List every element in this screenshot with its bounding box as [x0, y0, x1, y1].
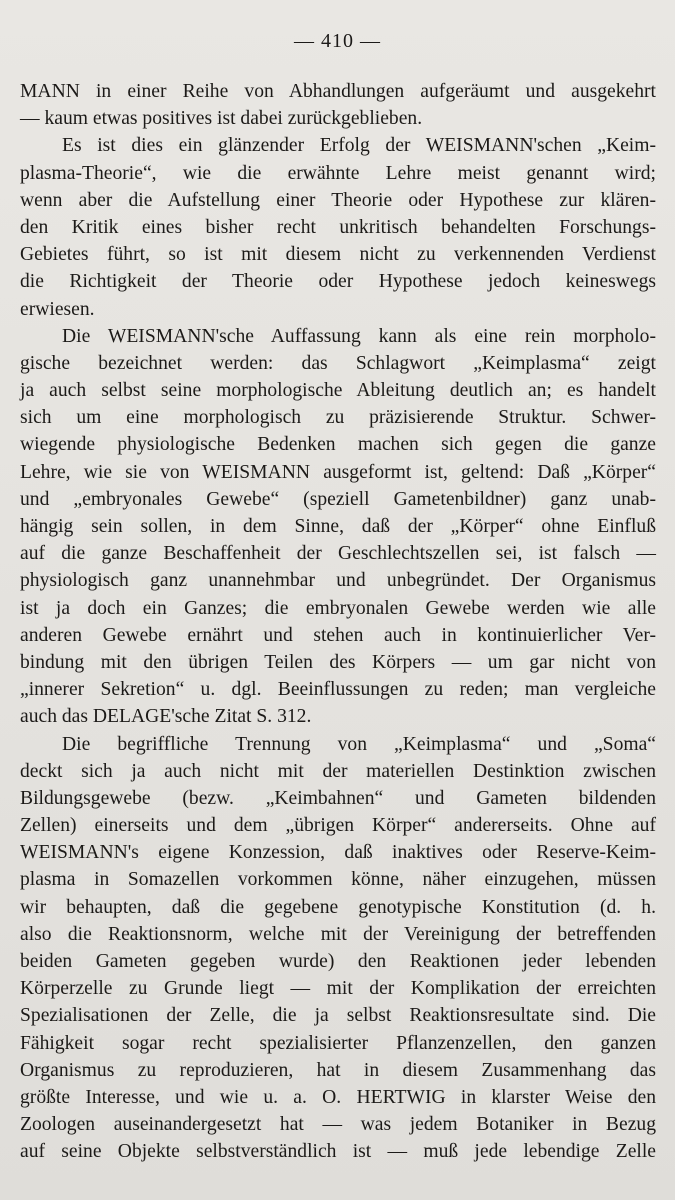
text-line: Fähigkeit sogar recht spezialisierter Pflanzenzellen, den ganzen [20, 1032, 656, 1054]
text-line: auf seine Objekte selbstverständlich ist — muß jede lebendige Zelle [20, 1141, 656, 1163]
text-line: erwiesen. [20, 298, 95, 320]
text-line: physiologisch ganz unannehmbar und unbegründet. Der Organismus [20, 570, 656, 592]
text-line: „innerer Sekretion“ u. dgl. Beeinflussungen zu reden; man vergleiche [20, 679, 656, 701]
text-line: MANN in einer Reihe von Abhandlungen aufgeräumt und ausgekehrt [20, 81, 656, 102]
text-line: sich um eine morphologisch zu präzisierende Struktur. Schwer- [20, 407, 656, 429]
text-line: WEISMANN's eigene Konzession, daß inaktives oder Reserve-Keim- [20, 842, 656, 864]
text-line: größte Interesse, und wie u. a. O. HERTWIG in klarster Weise den [20, 1086, 656, 1108]
text-line: Gebietes führt, so ist mit diesem nicht zu verkennenden Verdienst [20, 244, 656, 266]
text-line: Zoologen auseinandergesetzt hat — was jedem Botaniker in Bezug [20, 1114, 656, 1136]
text-line: plasma in Somazellen vorkommen könne, näher einzugehen, müssen [20, 869, 656, 891]
text-line: Lehre, wie sie von WEISMANN ausgeformt ist, geltend: Daß „Körper“ [20, 461, 656, 483]
text-line: ist ja doch ein Ganzes; die embryonalen Gewebe werden wie alle [20, 597, 656, 619]
text-line: hängig sein sollen, in dem Sinne, daß der „Körper“ ohne Einfluß [20, 516, 656, 537]
text-line: wenn aber die Aufstellung einer Theorie oder Hypothese zur klären- [20, 189, 656, 211]
body-text [20, 78, 656, 1166]
text-line: den Kritik eines bisher recht unkritisch behandelten Forschungs- [20, 216, 656, 238]
text-line: anderen Gewebe ernährt und stehen auch in kontinuierlicher Ver- [20, 624, 656, 646]
text-line: auch das DELAGE'sche Zitat S. 312. [20, 706, 312, 728]
text-line: plasma-Theorie“, wie die erwähnte Lehre meist genannt wird; [20, 162, 656, 184]
text-line: wir behaupten, daß die gegebene genotypische Konstitution (d. h. [20, 896, 656, 918]
text-line: beiden Gameten gegeben wurde) den Reaktionen jeder lebenden [20, 951, 656, 972]
text-line: die Richtigkeit der Theorie oder Hypothese jedoch keineswegs [20, 271, 656, 293]
text-line: und „embryonales Gewebe“ (speziell Gametenbildner) ganz unab- [20, 488, 656, 510]
text-line: auf die ganze Beschaffenheit der Geschlechtszellen sei, ist falsch — [20, 543, 656, 565]
text-line: wiegende physiologische Bedenken machen sich gegen die ganze [20, 434, 656, 456]
text-line: Organismus zu reproduzieren, hat in diesem Zusammenhang das [20, 1059, 656, 1081]
text-line: deckt sich ja auch nicht mit der materiellen Destinktion zwischen [20, 760, 656, 782]
page-number: — 410 — [294, 30, 381, 52]
text-line: ja auch selbst seine morphologische Ableitung deutlich an; es handelt [20, 380, 656, 402]
text-line: bindung mit den übrigen Teilen des Körpers — um gar nicht von [20, 651, 656, 673]
text-line: Bildungsgewebe (bezw. „Keimbahnen“ und Gameten bildenden [20, 787, 656, 809]
text-line: Es ist dies ein glänzender Erfolg der WEISMANN'schen „Keim- [62, 135, 656, 157]
text-line: Spezialisationen der Zelle, die ja selbst Reaktionsresultate sind. Die [20, 1005, 656, 1027]
text-line: Zellen) einerseits und dem „übrigen Körper“ andererseits. Ohne auf [20, 815, 656, 837]
text-line: also die Reaktionsnorm, welche mit der Vereinigung der betreffenden [20, 923, 656, 945]
text-line: Die WEISMANN'sche Auffassung kann als eine rein morpholo- [62, 325, 656, 347]
text-line: gische bezeichnet werden: das Schlagwort „Keimplasma“ zeigt [20, 352, 656, 374]
text-line: — kaum etwas positives ist dabei zurückgeblieben. [20, 108, 423, 130]
text-line: Körperzelle zu Grunde liegt — mit der Komplikation der erreichten [20, 978, 656, 1000]
text-line: Die begriffliche Trennung von „Keimplasma“ und „Soma“ [62, 733, 656, 755]
